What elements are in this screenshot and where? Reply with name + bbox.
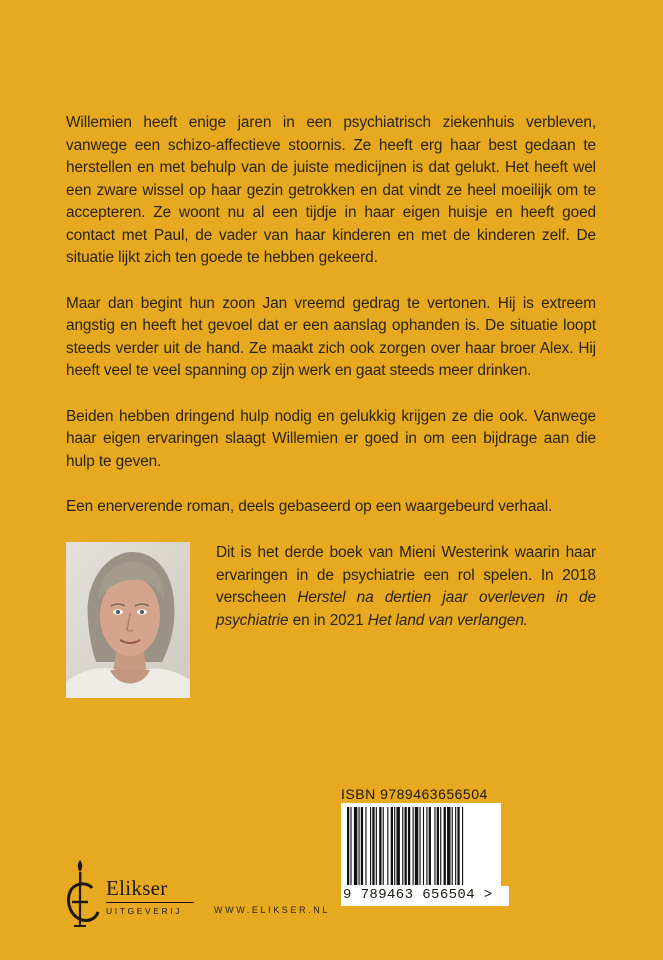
blurb-paragraph-1: Willemien heeft enige jaren in een psychiatrisch ziekenhuis verbleven, vanwege een schizo-affectieve stoornis. Ze heeft erg haar best gedaan te herstellen en met behulp van de juiste medicijnen is dat gelukt. Het heeft wel een zware wissel op haar gezin getrokken en dat vindt ze heel moeilijk om te accepteren. Ze woont nu al een tijdje in haar eigen huisje en heeft goed contact met Paul, de vader van haar kinderen en met de kinderen zelf. De situatie lijkt zich ten goede te hebben gekeerd.	[66, 114, 596, 266]
blurb-text	[66, 112, 596, 519]
author-portrait-icon	[66, 542, 190, 698]
author-bio-text-1: Dit is het derde boek van Mieni Westerink waarin haar ervaringen in de psychiatrie een rol spelen. In 2018 verscheen	[216, 544, 596, 606]
book-title-2: Het land van verlangen.	[367, 611, 528, 629]
author-photo	[66, 542, 190, 698]
logo-divider	[106, 902, 194, 903]
blurb-paragraph-4: Een enerverende roman, deels gebaseerd op een waargebeurd verhaal.	[66, 498, 553, 515]
isbn-label: ISBN 9789463656504	[341, 786, 488, 802]
publisher-logo	[58, 858, 208, 928]
author-bio-text-2: en in 2021	[288, 611, 368, 629]
author-section	[66, 542, 596, 702]
publisher-name: Elikser	[106, 876, 168, 900]
blurb-paragraph-3: Beiden hebben dringend hulp nodig en gelukkig krijgen ze die ook. Vanwege haar eigen ervaringen slaagt Willemien er goed in om een bijdrage aan die hulp te geven.	[66, 407, 596, 470]
barcode-icon	[341, 803, 501, 887]
barcode	[341, 803, 501, 887]
barcode-digits: 9 789463 656504 >	[341, 886, 509, 906]
publisher-subtitle: UITGEVERIJ	[106, 906, 183, 916]
author-bio	[216, 542, 596, 632]
publisher-website: WWW.ELIKSER.NL	[214, 905, 330, 915]
book-title-1: Herstel na dertien jaar overleven in de psychiatrie	[216, 589, 596, 629]
publisher-emblem-icon	[58, 858, 104, 928]
blurb-paragraph-2: Maar dan begint hun zoon Jan vreemd gedrag te vertonen. Hij is extreem angstig en heeft het gevoel dat er een aanslag ophanden is. De situatie loopt steeds verder uit de hand. Ze maakt zich ook zorgen over haar broer Alex. Hij heeft veel te veel spanning op zijn werk en gaat steeds meer drinken.	[66, 294, 596, 379]
